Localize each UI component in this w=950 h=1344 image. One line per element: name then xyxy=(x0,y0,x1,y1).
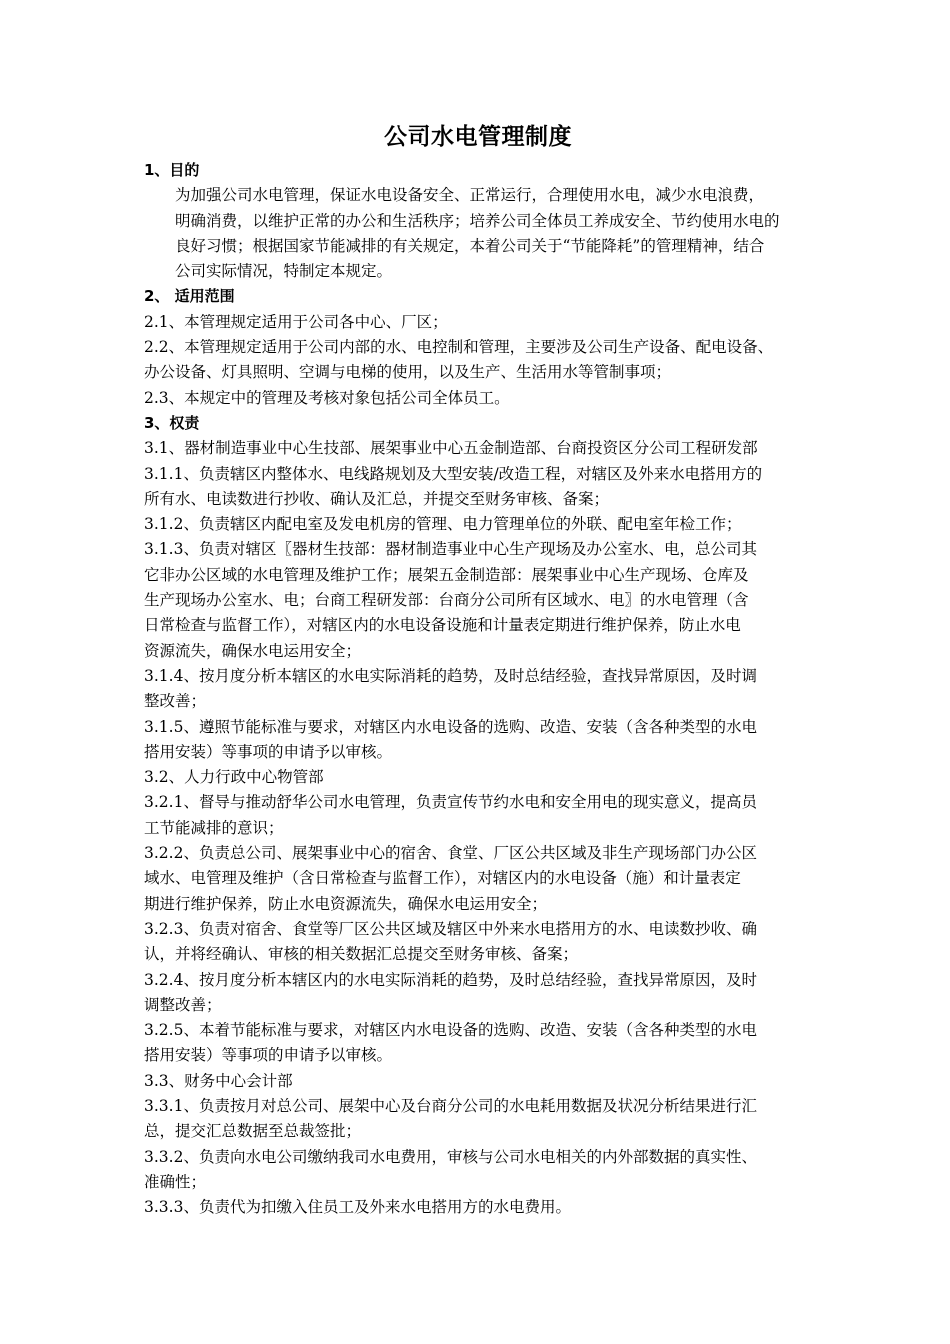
paragraph xyxy=(144,841,812,917)
paragraph xyxy=(144,765,812,790)
text-line: 3.1.1、负责辖区内整体水、电线路规划及大型安装/改造工程，对辖区及外来水电搭用方的 xyxy=(144,464,763,483)
paragraph xyxy=(144,1094,812,1145)
text-line: 良好习惯；根据国家节能减排的有关规定，本着公司关于“节能降耗”的管理精神，结合 xyxy=(175,236,765,255)
paragraph xyxy=(144,310,812,335)
text-line: 准确性； xyxy=(144,1172,207,1191)
paragraph xyxy=(144,1195,812,1220)
text-line: 搭用安装）等事项的申请予以审核。 xyxy=(144,1046,393,1065)
paragraph xyxy=(144,537,812,663)
paragraph xyxy=(144,436,812,461)
paragraph xyxy=(144,1069,812,1094)
text-line: 认，并将经确认、审核的相关数据汇总提交至财务审核、备案； xyxy=(144,945,579,964)
text-line: 资源流失，确保水电运用安全； xyxy=(144,641,362,660)
paragraph xyxy=(144,968,812,1019)
text-line: 3.3.3、负责代为扣缴入住员工及外来水电搭用方的水电费用。 xyxy=(144,1198,571,1217)
text-line: 3.1.3、负责对辖区〖器材生技部：器材制造事业中心生产现场及办公室水、电，总公司其 xyxy=(144,540,757,559)
text-line: 明确消费，以维护正常的办公和生活秩序；培养公司全体员工养成安全、节约使用水电的 xyxy=(175,211,780,230)
section-heading: 1、目的 xyxy=(144,161,200,179)
paragraph xyxy=(144,664,812,715)
text-line: 2.1、本管理规定适用于公司各中心、厂区； xyxy=(144,312,448,331)
paragraph xyxy=(144,183,812,284)
section-heading: 2、 适用范围 xyxy=(144,287,235,306)
text-line: 2.2、本管理规定适用于公司内部的水、电控制和管理，主要涉及公司生产设备、配电设备、 xyxy=(144,338,774,357)
text-line: 3.2.1、督导与推动舒华公司水电管理，负责宣传节约水电和安全用电的现实意义，提高员 xyxy=(144,793,757,812)
text-line: 3.3.1、负责按月对总公司、展架中心及台商分公司的水电耗用数据及状况分析结果进行汇 xyxy=(144,1096,757,1115)
text-line: 公司实际情况，特制定本规定。 xyxy=(175,262,393,281)
text-line: 3.3、财务中心会计部 xyxy=(144,1071,293,1090)
text-line: 总，提交汇总数据至总裁签批； xyxy=(144,1122,362,1141)
paragraph xyxy=(144,917,812,968)
text-line: 3.2.5、本着节能标准与要求，对辖区内水电设备的选购、改造、安装（含各种类型的水电 xyxy=(144,1021,757,1040)
text-line: 3.2.4、按月度分析本辖区内的水电实际消耗的趋势，及时总结经验，查找异常原因，及时 xyxy=(144,970,757,989)
paragraph xyxy=(144,335,812,386)
text-line: 日常检查与监督工作），对辖区内的水电设备设施和计量表定期进行维护保养，防止水电 xyxy=(144,616,741,635)
section-heading: 3、权责 xyxy=(144,413,200,432)
text-line: 工节能减排的意识； xyxy=(144,818,284,837)
text-line: 期进行维护保养，防止水电资源流失，确保水电运用安全； xyxy=(144,894,548,913)
text-line: 3.2、人力行政中心物管部 xyxy=(144,768,324,787)
text-line: 2.3、本规定中的管理及考核对象包括公司全体员工。 xyxy=(144,388,510,407)
document-title: 公司水电管理制度 xyxy=(384,124,572,150)
text-line: 域水、电管理及维护（含日常检查与监督工作），对辖区内的水电设备（施）和计量表定 xyxy=(144,869,741,888)
text-line: 办公设备、灯具照明、空调与电梯的使用，以及生产、生活用水等管制事项； xyxy=(144,363,672,382)
text-line: 3.1、器材制造事业中心生技部、展架事业中心五金制造部、台商投资区分公司工程研发部 xyxy=(144,439,758,458)
text-line: 它非办公区域的水电管理及维护工作；展架五金制造部：展架事业中心生产现场、仓库及 xyxy=(144,565,749,584)
text-line: 3.1.5、遵照节能标准与要求，对辖区内水电设备的选购、改造、安装（含各种类型的水电 xyxy=(144,717,757,736)
paragraph xyxy=(144,462,812,513)
text-line: 生产现场办公室水、电；台商工程研发部：台商分公司所有区域水、电〗的水电管理（含 xyxy=(144,591,749,610)
text-line: 为加强公司水电管理，保证水电设备安全、正常运行，合理使用水电，减少水电浪费， xyxy=(175,186,765,205)
text-line: 3.3.2、负责向水电公司缴纳我司水电费用，审核与公司水电相关的内外部数据的真实性、 xyxy=(144,1147,757,1166)
paragraph xyxy=(144,715,812,766)
document-page xyxy=(144,118,812,1220)
text-line: 搭用安装）等事项的申请予以审核。 xyxy=(144,742,393,761)
paragraph xyxy=(144,512,812,537)
text-line: 3.2.2、负责总公司、展架事业中心的宿舍、食堂、厂区公共区域及非生产现场部门办公区 xyxy=(144,844,757,863)
text-line: 整改善； xyxy=(144,692,207,711)
paragraph xyxy=(144,1018,812,1069)
paragraph xyxy=(144,386,812,411)
text-line: 3.1.2、负责辖区内配电室及发电机房的管理、电力管理单位的外联、配电室年检工作； xyxy=(144,515,742,534)
text-line: 3.2.3、负责对宿舍、食堂等厂区公共区域及辖区中外来水电搭用方的水、电读数抄收、确 xyxy=(144,919,757,938)
paragraph xyxy=(144,790,812,841)
paragraph xyxy=(144,1145,812,1196)
text-line: 所有水、电读数进行抄收、确认及汇总，并提交至财务审核、备案； xyxy=(144,489,610,508)
document-body xyxy=(144,158,812,1220)
text-line: 3.1.4、按月度分析本辖区的水电实际消耗的趋势，及时总结经验，查找异常原因，及时调 xyxy=(144,666,757,685)
text-line: 调整改善； xyxy=(144,995,222,1014)
